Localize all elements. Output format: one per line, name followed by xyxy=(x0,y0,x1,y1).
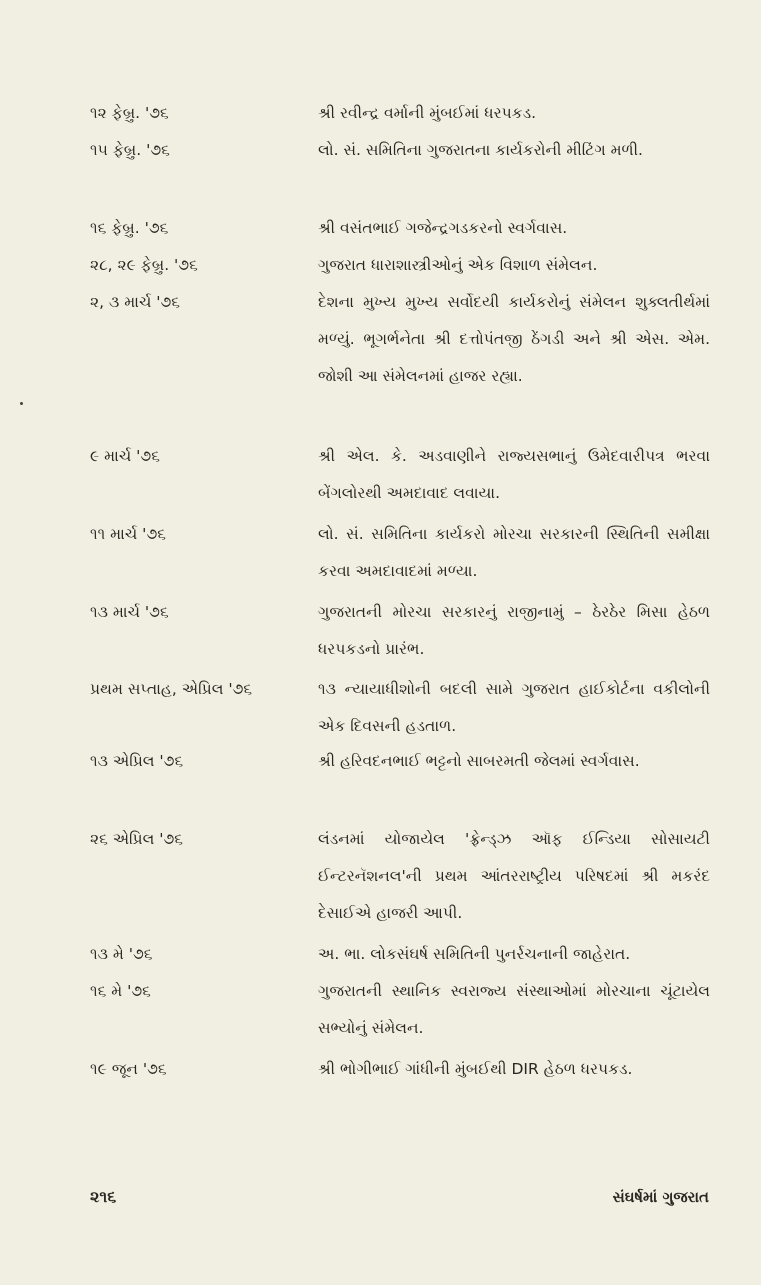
entry-text: ગુજરાતની મોરચા સરકારનું રાજીનામું – ઠેરઠેર મિસા હેઠળ ધરપકડનો પ્રારંભ. xyxy=(318,603,710,658)
entry-date: ૨, ૩ માર્ચ '૭૬ xyxy=(90,293,180,311)
entry-text: શ્રી ભોગીભાઈ ગાંધીની મુંબઈથી DIR હેઠળ ધરપકડ. xyxy=(318,1060,633,1078)
entry-text: શ્રી હરિવદનભાઈ ભટ્ટનો સાબરમતી જેલમાં સ્વર્ગવાસ. xyxy=(318,752,640,770)
entry-date: ૧૬ ફેબ્રુ. '૭૬ xyxy=(90,219,169,237)
running-title: સંઘર્ષમાં ગુજરાત xyxy=(612,1188,709,1206)
entry-text: શ્રી વસંતભાઈ ગજેન્દ્રગડકરનો સ્વર્ગવાસ. xyxy=(318,219,568,237)
entry-date: ૨૮, ૨૯ ફેબ્રુ. '૭૬ xyxy=(90,256,198,274)
entry-date: ૧૯ જૂન '૭૬ xyxy=(90,1060,167,1078)
entry-text: શ્રી રવીન્દ્ર વર્માની મુંબઈમાં ધરપકડ. xyxy=(318,104,537,122)
entry-text: ૧૩ ન્યાયાધીશોની બદલી સામે ગુજરાત હાઈકોર્ટના વકીલોની એક દિવસની હડતાળ. xyxy=(318,680,710,735)
entry-text: ગુજરાત ધારાશાસ્ત્રીઓનું એક વિશાળ સંમેલન. xyxy=(318,256,598,274)
entry-date: ૧૧ માર્ચ '૭૬ xyxy=(90,525,166,543)
page-number: ૨૧૬ xyxy=(90,1187,117,1206)
entry-date: ૧૬ મે '૭૬ xyxy=(90,982,151,1000)
entry-text: અ. ભા. લોકસંઘર્ષ સમિતિની પુનર્રચનાની જાહેરાત. xyxy=(318,945,631,963)
entry-date: ૯ માર્ચ '૭૬ xyxy=(90,447,160,465)
entry-text: ગુજરાતની સ્થાનિક સ્વરાજ્ય સંસ્થાઓમાં મોરચાના ચૂંટાયેલ સભ્યોનું સંમેલન. xyxy=(318,982,710,1037)
entry-text: દેશના મુખ્ય મુખ્ય સર્વોદયી કાર્યકરોનું સંમેલન શુક્લતીર્થમાં મળ્યું. ભૂગર્ભનેતા શ્રી દત્તોપંતજી ઠેંગડી અને શ્રી એસ. એમ. જોશી આ સંમેલનમાં હાજર રહ્યા. xyxy=(318,293,710,385)
entry-date: ૧૩ મે '૭૬ xyxy=(90,945,153,963)
entry-date: ૧૫ ફેબ્રુ. '૭૬ xyxy=(90,141,170,159)
entry-date: પ્રથમ સપ્તાહ, એપ્રિલ '૭૬ xyxy=(90,680,253,698)
entry-text: લંડનમાં યોજાયેલ 'ફ્રેન્ડ્ઝ ઑફ ઈન્ડિયા સોસાયટી ઈન્ટરનૅશનલ'ની પ્રથમ આંતરરાષ્ટ્રીય પરિષદમાં શ્રી મકરંદ દેસાઈએ હાજરી આપી. xyxy=(318,830,710,922)
entry-text: શ્રી એલ. કે. અડવાણીને રાજ્યસભાનું ઉમેદવારીપત્ર ભરવા બેંગલોરથી અમદાવાદ લવાયા. xyxy=(318,447,710,502)
entry-date: ૨૬ એપ્રિલ '૭૬ xyxy=(90,830,183,848)
entry-date: ૧૩ એપ્રિલ '૭૬ xyxy=(90,752,184,770)
entry-date: ૧૨ ફેબ્રુ. '૭૬ xyxy=(90,104,169,122)
entry-text: લો. સં. સમિતિના કાર્યકરો મોરચા સરકારની સ્થિતિની સમીક્ષા કરવા અમદાવાદમાં મળ્યા. xyxy=(318,525,710,580)
entry-text: લો. સં. સમિતિના ગુજરાતના કાર્યકરોની મીટિંગ મળી. xyxy=(318,141,643,159)
margin-mark xyxy=(20,402,23,405)
entry-date: ૧૩ માર્ચ '૭૬ xyxy=(90,603,169,621)
